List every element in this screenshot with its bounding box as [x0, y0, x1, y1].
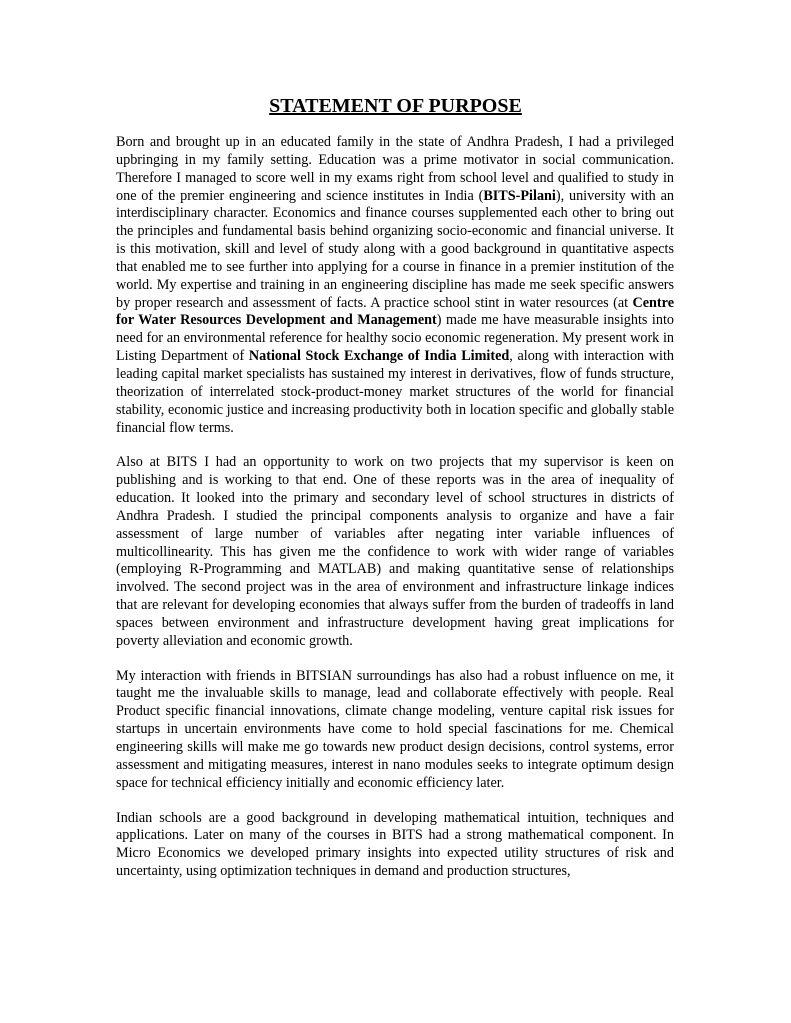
page-title: STATEMENT OF PURPOSE: [269, 95, 522, 117]
paragraph-2: [116, 454, 674, 650]
paragraph-3: [116, 668, 674, 793]
text-run: Also at BITS I had an opportunity to work on two projects that my supervisor is keen on publishing and is working to that end. One of these reports was in the area of inequality of education. It looked into the primary and secondary level of school structures in districts of Andhra Pradesh. I studied the principal components analysis to organize and have a fair assessment of large number of variables after negating inter variable influences of multicollinearity. This has given me the confidence to work with wider range of variables (employing R-Programming and MATLAB) and making quantitative sense of relationships involved. The second project was in the area of environment and infrastructure linkage indices that are relevant for developing economies that always suffer from the burden of tradeoffs in land spaces between environment and infrastructure development having great implications for poverty alleviation and economic growth.: [116, 454, 674, 649]
text-run: ), university with an interdisciplinary character. Economics and finance courses supplemented each other to bring out the principles and fundamental basis behind organizing socio-economic and financial universe. It is this motivation, skill and level of study along with a good background in quantitative aspects that enabled me to see further into applying for a course in finance in a premier institution of the world. My expertise and training in an engineering discipline has made me seek specific answers by proper research and assessment of facts. A practice school stint in water resources (at: [116, 187, 674, 311]
bold-text-run: National Stock Exchange of India Limited: [248, 348, 510, 365]
text-run: ) made me have measurable insights into need for an environmental reference for healthy socio economic regeneration. My present work in Listing Department of: [116, 312, 674, 365]
paragraph-4: [116, 810, 674, 881]
text-run: , along with interaction with leading capital market specialists has sustained my interest in derivatives, flow of funds structure, theorization of interrelated stock-product-money market structures of the world for financial stability, economic justice and increasing productivity both in location specific and globally stable financial flow terms.: [116, 348, 674, 436]
document-body: [116, 134, 674, 881]
paragraph-1: [116, 134, 674, 437]
bold-text-run: Centre for Water Resources Development and Management: [116, 294, 674, 329]
bold-text-run: BITS-Pilani: [483, 187, 556, 204]
text-run: My interaction with friends in BITSIAN surroundings has also had a robust influence on me, it taught me the invaluable skills to manage, lead and collaborate effectively with people. Real Product specific financial innovations, climate change modeling, venture capital risk issues for startups in uncertain environments have come to hold special fascinations for me. Chemical engineering skills will make me go towards new product design decisions, control systems, error assessment and mitigating measures, interest in nano modules seeks to integrate optimum design space for technical efficiency initially and economic efficiency later.: [116, 667, 674, 791]
text-run: Indian schools are a good background in developing mathematical intuition, techniques and applications. Later on many of the courses in BITS had a strong mathematical component. In Micro Economics we developed primary insights into expected utility structures of risk and uncertainty, using optimization techniques in demand and production structures,: [116, 809, 674, 880]
text-run: Born and brought up in an educated family in the state of Andhra Pradesh, I had a privileged upbringing in my family setting. Education was a prime motivator in social communication. Therefore I managed to score well in my exams right from school level and qualified to study in one of the premier engineering and science institutes in India (: [116, 134, 674, 204]
